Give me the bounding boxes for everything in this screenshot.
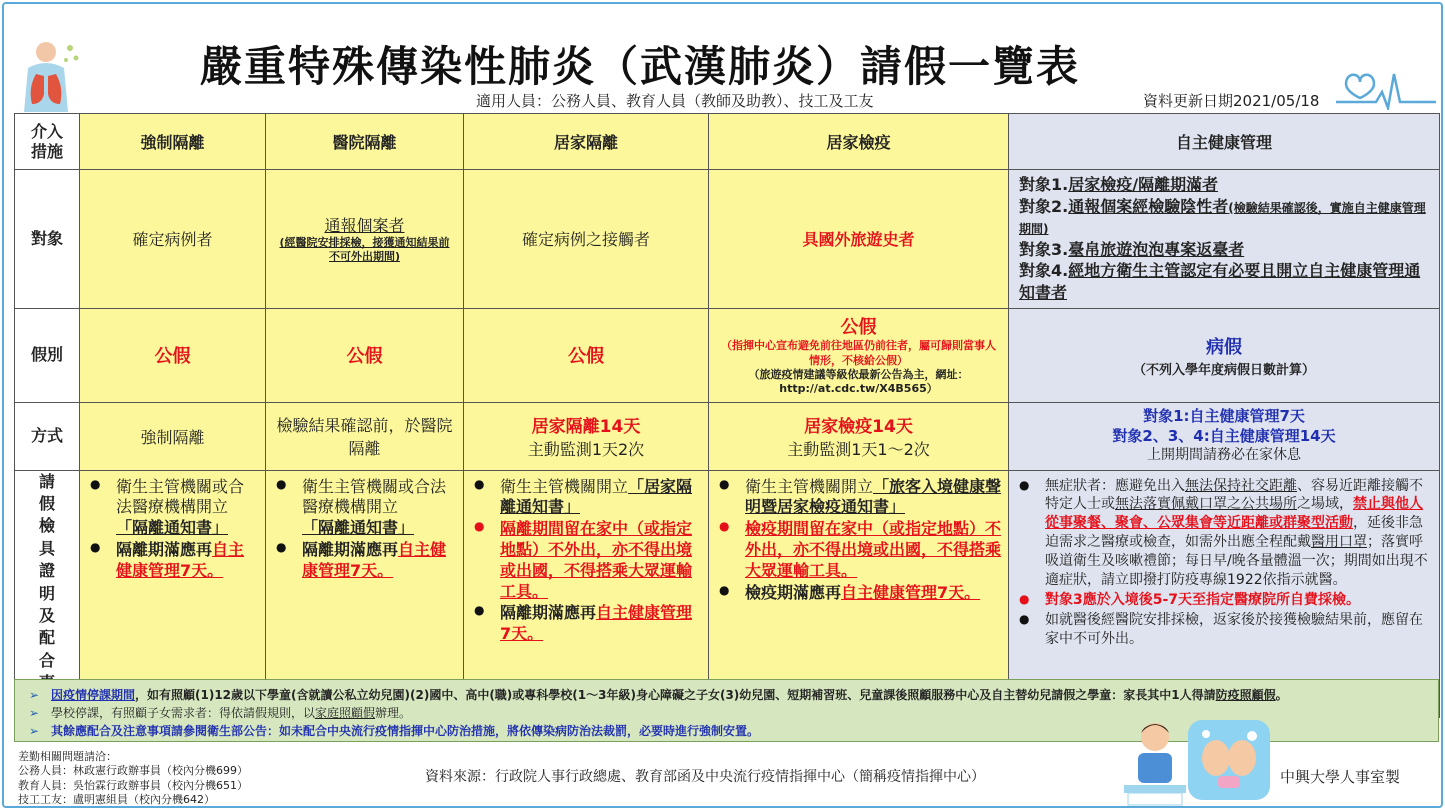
leave-c4-main: 公假 xyxy=(840,317,877,339)
method-c1: 強制隔離 xyxy=(80,402,266,470)
target-c1: 確定病例者 xyxy=(80,170,266,309)
method-row xyxy=(15,402,1440,470)
list-item: ● 檢疫期滿應再自主健康管理7天。 xyxy=(719,583,1002,604)
target-c2-main: 通報個案者 xyxy=(324,215,405,235)
header-row xyxy=(15,114,1440,170)
leave-c4 xyxy=(709,308,1009,402)
target-c2-note: (經醫院安排採檢，接獲通知結果前不可外出期間) xyxy=(279,235,450,264)
leave-c5-note: （不列入學年度病假日數計算） xyxy=(1132,362,1315,378)
leave-c3: 公假 xyxy=(464,308,709,402)
leave-table xyxy=(14,113,1440,718)
header-self-health-management: 自主健康管理 xyxy=(1009,114,1440,170)
docs-label: 請假檢具證明及配合 xyxy=(15,470,80,717)
list-item: ● 衛生主管機關開立「旅客入境健康聲明暨居家檢疫通知書」 xyxy=(719,477,1002,519)
list-item: ● 對象3應於入境後5-7天至指定醫療院所自費採檢。 xyxy=(1019,591,1433,610)
leave-c5 xyxy=(1009,308,1440,402)
hands-soap-icon xyxy=(1188,720,1270,800)
target-c2 xyxy=(266,170,464,309)
leave-row xyxy=(15,308,1440,402)
applicable-staff: 適用人員：公務人員、教育人員（教師及助教）、技工及工友 xyxy=(476,92,874,110)
list-item: ● 衛生主管機關或合法醫療機構開立 「隔離通知書」 xyxy=(90,477,259,539)
note-3: ➢ 其餘應配合及注意事項請參閱衛生部公告：如未配合中央流行疫情指揮中心防治措施，將依傳染病防治法裁罰，必要時進行強制安置。 xyxy=(25,722,1428,740)
list-item: ● 衛生主管機關或合法醫療機構開立 「隔離通知書」 xyxy=(276,477,457,539)
list-item: ● 隔離期間留在家中（或指定地點）不外出，亦不得出境或出國，不得搭乘大眾運輸工具。 xyxy=(474,519,702,602)
target-row xyxy=(15,170,1440,309)
list-item: ● 檢疫期間留在家中（或指定地點）不外出，亦不得出境或出國，不得搭乘大眾運輸工具。 xyxy=(719,519,1002,581)
page-title: 嚴重特殊傳染性肺炎（武漢肺炎）請假一覽表 xyxy=(200,42,1081,91)
lungs-icon xyxy=(14,38,84,112)
leave-c1: 公假 xyxy=(80,308,266,402)
leave-c4-note1: （指揮中心宣布避免前往地區仍前往者，屬可歸則當事人情形，不核給公假） xyxy=(721,339,996,367)
leave-c5-main: 病假 xyxy=(1206,336,1242,358)
header-hospital-isolation: 醫院隔離 xyxy=(266,114,464,170)
list-item: ● 無症狀者：應避免出入無法保持社交距離、容易近距離接觸不特定人士或無法落實佩戴口罩之公共場所之場域，禁止與他人從事聚餐、聚會、公眾集會等近距離或群聚型活動，延後非急迫需求之醫療或檢查，如需外出應全程配戴醫用口罩；落實呼吸道衛生及咳嗽禮節；每日早/晚各量體溫一次；期間如出現不適症狀，請立即撥打防疫專線1922依指示就醫。 xyxy=(1019,477,1433,590)
heart-pulse-icon xyxy=(1336,64,1436,110)
department: 中興大學人事室製 xyxy=(1280,768,1401,786)
method-c3: 居家隔離14天 主動監測1天2次 xyxy=(464,402,709,470)
note-1: ➢ 因疫情停課期間，如有照顧(1)12歲以下學童(含就讀公私立幼兒園)(2)國中、高中(職)或專科學校(1～3年級)身心障礙之子女(3)幼兒園、短期補習班、兒童課後照顧服務中心及自主替幼兒請假之學童：家長其中1人得請防疫照顧假。 xyxy=(25,686,1428,704)
header-mandatory-isolation: 強制隔離 xyxy=(80,114,266,170)
list-item: ● 隔離期滿應再自主健康管理7天。 xyxy=(90,540,259,582)
header-home-quarantine: 居家檢疫 xyxy=(709,114,1009,170)
list-item: ● 衛生主管機關開立「居家隔離通知書」 xyxy=(474,477,702,519)
list-item: ● 隔離期滿應再自主健康管理7天。 xyxy=(276,540,457,582)
method-c4: 居家檢疫14天 主動監測1天1～2次 xyxy=(709,402,1009,470)
hand-washing-kid-icon xyxy=(1120,715,1190,807)
method-c2: 檢驗結果確認前，於醫院隔離 xyxy=(266,402,464,470)
method-c5: 對象1:自主健康管理7天 對象2、3、4:自主健康管理14天 上開期間請務必在家休息 xyxy=(1009,402,1440,470)
update-date: 資料更新日期2021/05/18 xyxy=(1143,92,1320,110)
header-intervention: 介入措施 xyxy=(15,114,80,170)
note-2: ➢ 學校停課，有照顧子女需求者：得依請假規則，以家庭照顧假辦理。 xyxy=(25,704,1428,722)
target-c5: 對象1.居家檢疫/隔離期滿者 對象2.通報個案經檢驗陰性者(檢驗結果確認後，實施自主健康管理期間) 對象3.臺帛旅遊泡泡專案返臺者 對象4.經地方衛生主管認定有必要且開立自主健康管理通知書者 xyxy=(1009,170,1440,309)
target-c4: 具國外旅遊史者 xyxy=(709,170,1009,309)
target-label: 對象 xyxy=(15,170,80,309)
leave-c2: 公假 xyxy=(266,308,464,402)
contact-info: 差勤相關問題請洽： 公務人員：林政憲行政辦事員（校內分機699） 教育人員：吳怡霖行政辦事員（校內分機651） 技工工友：盧明憲組員（校內分機642） xyxy=(18,750,248,806)
leave-label: 假別 xyxy=(15,308,80,402)
list-item: ● 隔離期滿應再自主健康管理7天。 xyxy=(474,603,702,645)
data-source: 資料來源：行政院人事行政總處、教育部函及中央流行疫情指揮中心（簡稱疫情指揮中心） xyxy=(425,769,985,785)
leave-c4-note2: （旅遊疫情建議等級依最新公告為主，網址：http://at.cdc.tw/X4B565） xyxy=(748,368,969,396)
method-label: 方式 xyxy=(15,402,80,470)
target-c3: 確定病例之接觸者 xyxy=(464,170,709,309)
list-item: ● 如就醫後經醫院安排採檢，返家後於接獲檢驗結果前，應留在家中不可外出。 xyxy=(1019,611,1433,649)
header-home-isolation: 居家隔離 xyxy=(464,114,709,170)
